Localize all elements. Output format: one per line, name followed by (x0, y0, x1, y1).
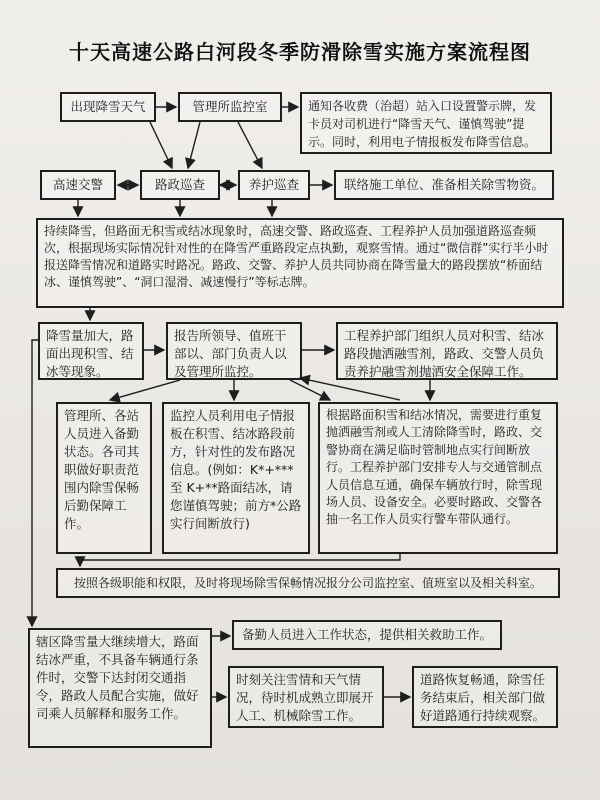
box-contact-units: 联络施工单位、准备相关除雪物资。 (334, 170, 554, 200)
box-rescue-standby: 备勤人员进入工作状态，提供相关救助工作。 (232, 620, 502, 650)
box-maint-dept: 工程养护部门组织人员对积雪、结冰路段抛洒融雪剂，路政、交警人员负责养护融雪剂抛洒安全保障工作。 (336, 322, 558, 380)
box-monitor-publish: 监控人员利用电子情报板在积雪、结冰路段前方，针对性的发布路况信息。(例如：K*+***至 K+**路面结冰，请您谨慎驾驶；前方*公路实行间断放行) (162, 402, 310, 554)
box-heavy-snow: 根据路面积雪和结冰情况，需要进行重复抛洒融雪剂或人工清除降雪时，路政、交警协商在满足临时管制地点实行间断放行。工程养护部门安排专人与交通管制点人员信息互通，确保车辆放行时，除雪现场人员、设备安全。必要时路政、交警各抽一名工作人员实行警车带队通行。 (318, 402, 558, 554)
box-monitor-room: 管理所监控室 (178, 92, 282, 122)
box-maint-patrol: 养护巡查 (238, 170, 310, 200)
box-snow-weather: 出现降雪天气 (60, 92, 156, 122)
box-notify-toll: 通知各收费（治超）站入口设置警示牌，发卡员对司机进行“降雪天气、谨慎驾驶”提示。同时，利用电子情报板发布降雪信息。 (300, 92, 552, 154)
box-close-road: 辖区降雪量大继续增大，路面结冰严重，不具备车辆通行条件时，交警下达封闭交通指令，路政人员配合实施，做好司乘人员解释和服务工作。 (28, 628, 212, 748)
box-report-leaders: 报告所领导、值班干部以、部门负责人以及管理所监控。 (166, 322, 302, 380)
box-snow-increase: 降雪量加大，路面出现积雪、结冰等现象。 (38, 322, 144, 380)
box-continuous-snow: 持续降雪，但路面无积雪或结冰现象时，高速交警、路政巡查、工程养护人员加强道路巡查频次，根据现场实际情况针对性的在降雪严重路段定点执勤，观察雪情。通过“微信群”实行半小时报送降雪情况和道路实时路况。路政、交警、养护人员共同协商在降雪量大的路段摆放“桥面结冰、谨慎驾驶”、“洞口湿滑、减速慢行”等标志牌。 (36, 218, 564, 308)
box-road-restored: 道路恢复畅通，除雪任务结束后，相关部门做好道路通行持续观察。 (412, 666, 558, 728)
page-title: 十天高速公路白河段冬季防滑除雪实施方案流程图 (69, 40, 531, 64)
box-mgmt-standby: 管理所、各站人员进入备勤状态。各司其职做好职责范围内除雪保畅后勤保障工作。 (56, 402, 152, 554)
box-road-patrol: 路政巡查 (140, 170, 220, 200)
box-traffic-police: 高速交警 (40, 170, 116, 200)
box-report-company: 按照各级职能和权限，及时将现场除雪保畅情况报分公司监控室、值班室以及相关科室。 (56, 568, 560, 598)
box-watch-weather: 时刻关注雪情和天气情况，待时机成熟立即展开人工、机械除雪工作。 (228, 666, 384, 728)
